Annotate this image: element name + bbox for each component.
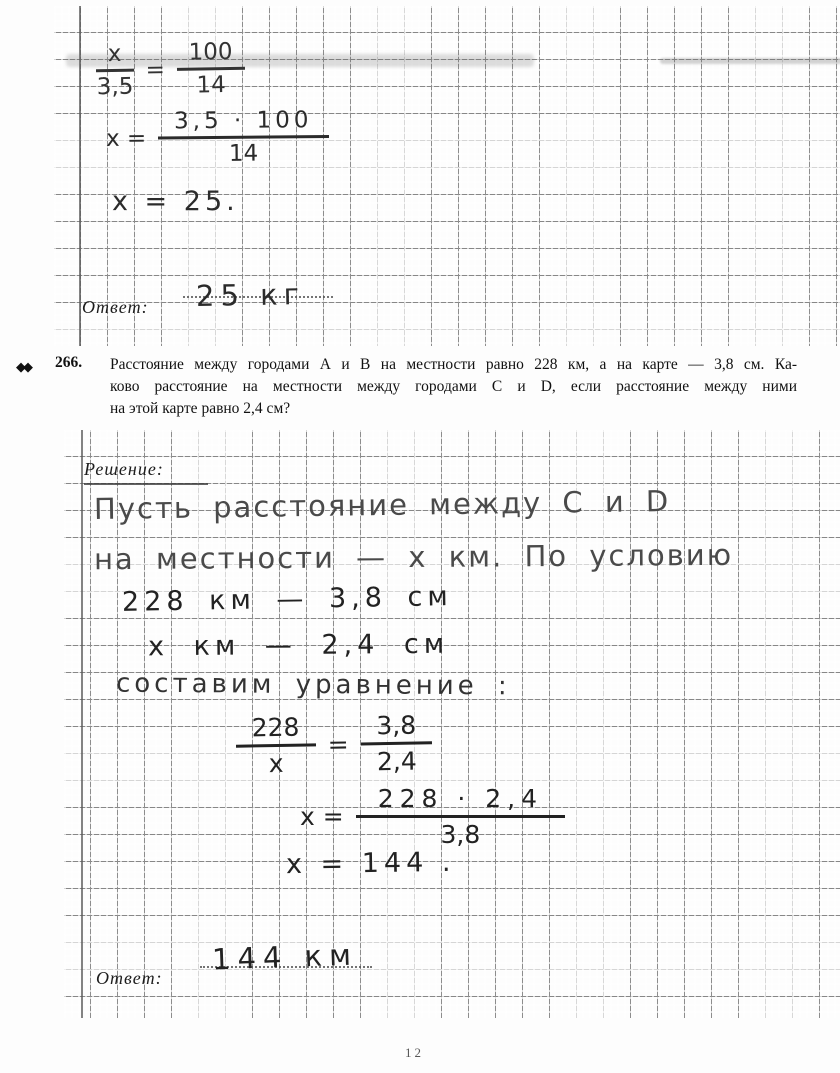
fraction-numerator: 228 [235,712,315,747]
fraction-numerator: x [95,41,133,73]
handwritten-proportion-top [95,39,245,101]
problem-number: 266. [55,354,83,371]
handwritten-answer: 144 км [211,937,359,977]
handwritten-ratio-line: x км — 2,4 см [147,628,450,663]
fraction-numerator: 3,8 [360,710,432,745]
equals-sign: = [145,56,166,83]
handwritten-solution-line: Пусть расстояние между C и D [93,483,671,527]
fraction-denominator: 14 [196,72,227,99]
solution-heading-underline [84,483,208,485]
handwritten-solving-step [300,784,565,849]
handwritten-result-top: x = 25. [112,186,239,217]
equation-lhs: x = [105,125,147,152]
problem-text-line: Расстояние между городами А и В на местности равно 228 км, а на карте — 3,8 см. Ка- [110,356,797,373]
handwritten-solution-line: на местности — x км. По условию [93,537,734,577]
handwritten-answer-top: 25 кг [195,277,306,313]
equation-lhs: x = [300,802,344,831]
fraction-numerator: 3,5 · 100 [158,107,329,139]
handwritten-result: x = 144 . [285,846,456,881]
fraction-100-over-14 [176,39,245,99]
difficulty-marker-icon: ◆◆ [16,359,30,374]
fraction-denominator: x [268,748,284,779]
fraction-3.8-over-2.4 [360,710,433,776]
answer-label: Ответ: [96,968,163,988]
handwritten-proportion-equation [235,710,433,778]
scan-smudge [660,58,840,64]
handwritten-ratio-line: 228 км — 3,8 см [121,581,453,618]
equals-sign: = [327,729,349,760]
fraction-product-over-3.8 [356,784,565,849]
fraction-denominator: 14 [228,140,259,167]
handwritten-solving-step-top [106,107,329,168]
fraction-228-over-x [235,712,316,778]
fraction-denominator: 3,5 [96,73,134,101]
fraction-numerator: 228 · 2,4 [356,784,565,818]
notebook-margin-line [81,430,83,1018]
problem-text-line: ково расстояние на местности между городами С и D, если расстояние между ними [110,378,797,395]
fraction-product-over-14 [158,107,329,167]
fraction-x-over-3.5 [95,41,134,101]
page-number: 12 [405,1045,424,1060]
fraction-denominator: 2,4 [376,746,417,777]
answer-label: Ответ: [82,297,149,317]
handwritten-solution-line: составим уравнение : [115,668,511,702]
fraction-denominator: 3,8 [440,820,481,849]
solution-heading: Решение: [84,459,164,479]
problem-text-line: на этой карте равно 2,4 см? [110,400,291,417]
fraction-numerator: 100 [176,39,244,71]
